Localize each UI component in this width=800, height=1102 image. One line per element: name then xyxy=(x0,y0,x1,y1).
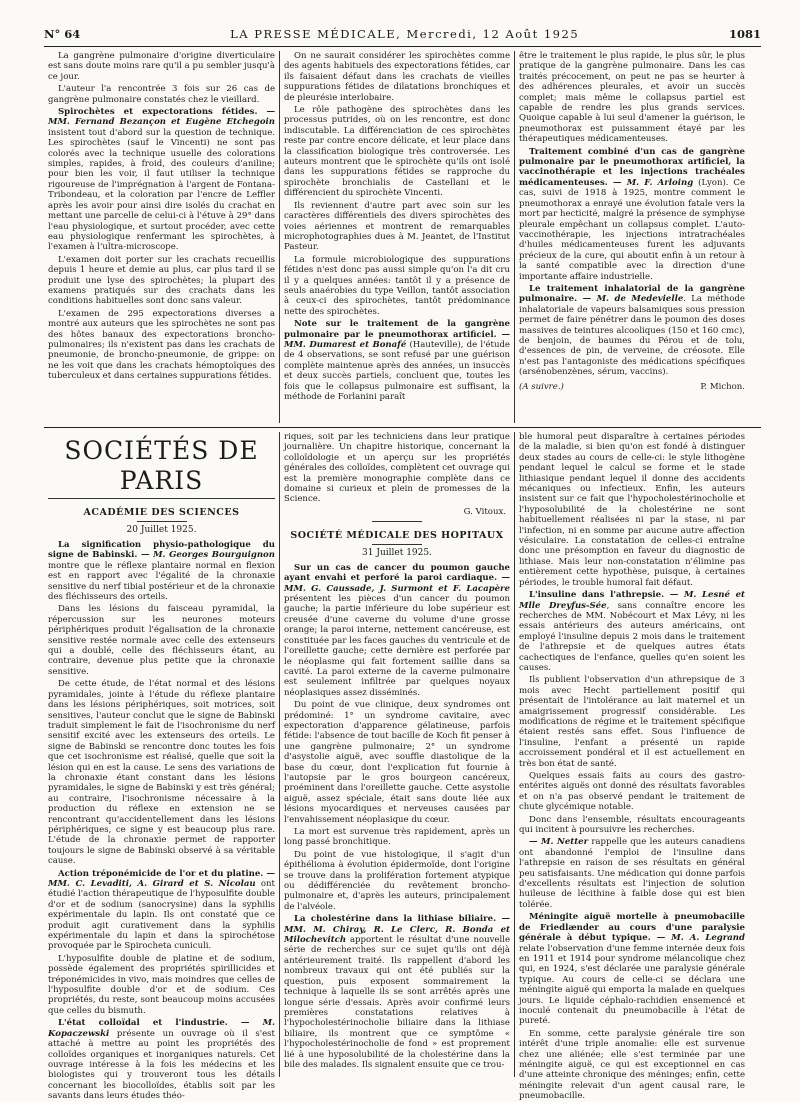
short-rule xyxy=(372,521,422,522)
running-head xyxy=(44,27,761,47)
paragraph xyxy=(519,432,745,588)
paragraph xyxy=(48,309,275,382)
paragraph-text: L'examen de 295 expectorations diverses a montré aux auteurs que les spirochètes ne sont pas des hôtes banaux des expectorations broncho-pulmonaires; ils n'existent pas dans les crachats de pneumonie, de broncho-pneumonie, de grippe: on ne les voit que dans les crachats hémoptoïques des tuberculeux et dans certaines suppurations fétides. xyxy=(48,308,275,382)
paragraph-text: rappelle que les auteurs canadiens ont abandonné l'emploi de l'insuline dans l'athrepsie en raison de ses résultats en général peu satisfaisants. Une médication qui donne parfois d'excellents résultats est l'injection de solution huileuse de lécithine à faible dose qui est bien tolérée. xyxy=(519,837,745,910)
paragraph xyxy=(48,255,275,307)
paragraph-text: ble humoral peut disparaître à certaines périodes de la maladie, si bien qu'on est fondé à distinguer deux stades au cours de celle-ci: le style lithogène pendant lequel le calcul se forme et le stade lithiasique pendant lequel il donne des accidents mécaniques ou infectieux. Enfin, les auteurs insistent sur ce fait que l'hypocholestérinocholie et l'hyposolubilité de la cholestérine ne sont habituellement réalisées ni par la stase, ni par l'infection, ni en somme par aucune autre affection vésiculaire. La constatation de celles-ci entraîne donc une présomption en faveur du diagnostic de lithiase. Mais leur non-constatation n'élimine pas entièrement cette hypothèse, puisque, à certaines périodes, le trouble humoral fait défaut. xyxy=(519,432,745,588)
paragraph-authors: M. de Medevielle xyxy=(596,294,684,305)
paragraph-title: La cholestérine dans la lithiase biliaire. — xyxy=(294,914,510,925)
paragraph xyxy=(284,319,510,402)
paragraph-text: Quelques essais faits au cours des gastro-entérites aiguës ont donné des résultats favorables et on n'a pas observé pendant le traitement de chute glycémique notable. xyxy=(519,771,745,813)
paragraph xyxy=(48,1018,275,1101)
paragraph-title: Sur un cas de cancer du poumon gauche ayant envahi et perforé la paroi cardiaque. — xyxy=(284,562,510,584)
paragraph-text: (Lyon). Ce cas, suivi de 1918 à 1925, montre comment le pneumothorax a enrayé une évolution fatale vers la mort par hecticité, malgré la présence de symphyse pleurale empêchant un collapsus complet. L'auto-vaccinothérapie, les injections intratrachéales d'huiles médicamenteuses furent les adjuvants précieux de la cure, qui aboutit enfin à un retour à la santé compatible avec la direction d'une importante affaire industrielle. xyxy=(519,177,746,282)
paragraph-title: L'état colloïdal et l'industrie. — xyxy=(58,1018,263,1029)
paragraph xyxy=(284,105,510,199)
paragraph xyxy=(284,827,510,848)
paragraph xyxy=(519,284,745,378)
paragraph xyxy=(48,679,275,866)
paragraph-authors: MM. M. Chiray, R. Le Clerc, R. Bonda et Milochevitch xyxy=(284,924,510,946)
paragraph xyxy=(48,869,275,952)
paragraph-authors: — M. Netter xyxy=(529,837,589,848)
issue-number: N° 64 xyxy=(44,27,81,41)
paragraph: riques, soit par les techniciens dans leur pratique journalière. Un chapitre historique, concernant la colloïdologie et un aperçu sur les propriétés générales des colloïdes, complètent cet ouvrage qui est la première monographie complète dans ce domaine si curieux et plein de promesses de la Science. xyxy=(284,432,510,505)
paragraph-authors: M. F. Arloing xyxy=(626,177,694,188)
top-articles xyxy=(44,51,761,423)
top-column-2 xyxy=(279,51,514,423)
paragraph-text: montre que le réflexe plantaire normal en flexion est en rapport avec l'égalité de la chronaxie sensitive du nerf tibial postérieur et de la chronaxie des fléchisseurs des orteils. xyxy=(48,560,275,603)
paragraph-text: insistent tout d'abord sur la question de technique. Les spirochètes (sauf le Vincenti) ne sont pas colorés avec la technique usuelle des colorations simples, rapides, à froid, des couleurs d'aniline; pour bien les voir, il faut utiliser la technique rigoureuse de l'imprégnation à l'argent de Fontana-Tribondeau, et la coloration par l'encre de Leffler après les avoir pour ainsi dire isolés du crachat en mettant une parcelle de celui-ci à l'étuve à 29° dans l'eau physiologique, et surtout procéder, avec cette eau physiologique renfermant les spirochètes, à l'examen à l'ultra-microscope. xyxy=(48,127,275,253)
paragraph-title: Note sur le traitement de la gangrène pulmonaire par le pneumothorax artificiel. — xyxy=(284,319,510,340)
paragraph xyxy=(48,954,275,1016)
paragraph xyxy=(519,1029,745,1102)
journal-page xyxy=(44,27,761,1102)
paragraph-authors: M. A. Legrand xyxy=(671,933,745,944)
top-column-3-body xyxy=(519,51,745,378)
top-column-1 xyxy=(44,51,279,423)
paragraph-text: La formule microbiologique des suppurations fétides n'est donc pas aussi simple qu'on l'a dit cru il y a quelques années: tantôt il y a présence de seuls anaérobies du type Veillon, tantôt association à ceux-ci des spirochètes, tantôt prédominance nette des spirochètes. xyxy=(284,254,510,317)
paragraph xyxy=(48,84,275,105)
author-signature: G. Vitoux. xyxy=(463,506,506,517)
paragraph-text: Ils reviennent d'autre part avec soin sur les caractères différentiels des divers spirochètes des voies aériennes et montrent de remarquables microphotographies dues à M. Jeantet, de l'Institut Pasteur. xyxy=(284,200,510,253)
to-be-continued: (A suivre.) xyxy=(519,381,564,392)
paragraph-authors: MM. C. Levaditi, A. Girard et S. Nicolau xyxy=(48,879,256,889)
paragraph-text: Dans les lésions du faisceau pyramidal, la répercussion sur les neurones moteurs périphériques produit l'égalisation de la chronaxie sensitive restée normale avec celle des extenseurs qui a doublé, celle des fléchisseurs étant, au contraire, devenue plus petite que la chronaxie sensitive. xyxy=(48,604,275,677)
society-heading: SOCIÉTÉ MÉDICALE DES HOPITAUX xyxy=(290,529,504,541)
section-title: SOCIÉTÉS DE PARIS xyxy=(48,436,275,499)
paragraph-text: La mort est survenue très rapidement, après un long passé bronchitique. xyxy=(284,827,510,848)
paragraph-text: . La méthode inhalatoriale de vapeurs balsamiques sous pression permet de faire pénétrer dans le poumon des doses massives de teintures alcooliques (150 et 160 cmc), de benjoin, de baumes du Pérou et de tolu, d'essences de pin, de verveine, de créosote. Elle n'est pas l'antagoniste des médications spécifiques (arsénobenzènes, sérum, vaccins). xyxy=(519,294,745,378)
bottom-articles xyxy=(44,427,761,1102)
paragraph-text: ont étudié l'action thérapeutique de l'hyposulfite double d'or et de sodium (sanocrysine) dans la syphilis expérimentale du lapin. Ils ont constaté que ce produit agit curativement dans la syphilis expérimentale du lapin et dans la spirochétose provoquée par le Spirocheta cuniculi. xyxy=(48,879,275,952)
paragraph-text: De cette étude, de l'état normal et des lésions pyramidales, jointe à l'étude du réflexe plantaire dans les lésions périphériques, soit motrices, soit sensitives, l'auteur conclut que le signe de Babinski traduit simplement le fait de l'isochronisme du nerf sensitif excité avec les extenseurs des orteils. Le signe de Babinski se rencontre donc toutes les fois que cet isochronisme est réalisé, quelle que soit la lésion qui en est la cause. Le sens des variations de la chronaxie étant constant dans les lésions pyramidales, le signe de Babinski y est très général; au contraire, l'isochronisme nécessaire à la production du réflexe en extension ne se rencontrant qu'accidentellement dans les lésions périphériques, ce signe y est beaucoup plus rare. L'étude de la chronaxie permet de rapporter toujours le signe de Babinski observé à sa véritable cause. xyxy=(48,679,275,867)
paragraph-text: Ils publient l'observation d'un athrepsique de 3 mois avec Hecht partiellement positif qui présentait de l'intolérance au lait maternel et un amaigrissement progressif considérable. Les modifications de régime et le traitement spécifique étaient restés sans effet. Sous l'influence de l'insuline, l'enfant a présenté un rapide accroissement pondéral et il est actuellement en très bon état de santé. xyxy=(519,675,745,769)
paragraph-authors: M. Georges Bourguignon xyxy=(153,550,275,561)
paragraph xyxy=(519,912,745,1026)
paragraph xyxy=(48,51,275,82)
paragraph-text: Le rôle pathogène des spirochètes dans les processus putrides, où on les rencontre, est donc indiscutable. La différenciation de ces spirochètes reste par contre encore délicate, et leur place dans la classification biologique très controversée. Les auteurs montrent que le spirochète qu'ils ont isolé dans les suppurations fétides se rapproche du spirochète bronchialis de Castellani et le différencient du spirochète Vincenti. xyxy=(284,105,510,199)
paragraph-text: (Hauteville), de l'étude de 4 observations, se sont refusé par une guérison complète maintenue après des années, un insuccès et deux succès partiels, concluent que, toutes les fois que le collapsus pulmonaire est suffisant, la méthode de Forlanini paraît xyxy=(284,339,510,402)
paragraph xyxy=(519,837,745,910)
paragraph-title: Spirochètes et expectorations fétides. — xyxy=(58,107,275,118)
paragraph xyxy=(284,201,510,253)
bottom-column-1 xyxy=(44,432,279,1102)
paragraph xyxy=(519,771,745,813)
paragraph-text: apportent le résultat d'une nouvelle série de recherches sur ce sujet qu'ils ont déjà antérieurement traité. Ils rappellent d'abord les nombreux travaux qui ont été publiés sur la question, puis exposent sommairement la technique à laquelle ils se sont arrêtés après une longue série d'essais. Après avoir confirmé leurs premières constatations relatives à l'hypocholestérinocholie biliaire dans la lithiase biliaire, ils montrent que ce symptôme « l'hypocholestérinocholie de fond » est proprement lié à une hyposolubilité de la cholestérine dans la bile des malades. Ils signalent ensuite que ce trou- xyxy=(284,935,510,1070)
short-rule xyxy=(372,544,422,545)
short-rule xyxy=(137,521,187,522)
paragraph-text: être le traitement le plus rapide, le plus sûr, le plus pratique de la gangrène pulmonaire. Dans les cas traités précocement, on peut ne pas se heurter à des adhérences pleurales, et avoir un succès complet; mais même le collapsus partiel est capable de rendre les plus grands services. Quoique capable à lui seul d'amener la guérison, le pneumothorax est puissamment étayé par les thérapeutiques médicamenteuses. xyxy=(519,51,745,145)
paragraph-text: L'examen doit porter sur les crachats recueillis depuis 1 heure et demie au plus, car plus tard il se produit une lyse des spirochètes; la plupart des examens pratiqués sur des crachats dans les conditions habituelles sont donc sans valeur. xyxy=(48,254,275,307)
paragraph-title: La signification physio-pathologique du signe de Babinski. — xyxy=(48,540,275,561)
paragraph-title: Le traitement inhalatorial de la gangrène pulmonaire. — xyxy=(519,283,745,305)
paragraph-title: Méningite aiguë mortelle à pneumobacille de Friedlænder au cours d'une paralysie générale à début typique. — xyxy=(519,912,745,944)
paragraph-text: relate l'observation d'une femme internée deux fois en 1911 et 1914 pour syndrome mélancolique chez qui, en 1924, s'est déclarée une paralysie générale typique. Au cours de celle-ci se déclara une méningite aiguë qui emporta la malade en quelques jours. Le liquide céphalo-rachidien ensemencé et inoculé contenait du pneumobacille à l'état de pureté. xyxy=(519,943,745,1027)
paragraph xyxy=(284,51,510,103)
paragraph-title: Action tréponémicide de l'or et du platine. — xyxy=(58,868,275,879)
bottom-column-2 xyxy=(279,432,514,1077)
journal-title-date: LA PRESSE MÉDICALE, Mercredi, 12 Août 1925 xyxy=(230,27,580,41)
paragraph xyxy=(519,675,745,769)
paragraph-text: On ne saurait considérer les spirochètes comme des agents habituels des expectorations fétides, car ils faisaient défaut dans les crachats de vieilles suppurations fétides de dilatations bronchiques et de pleurésie interlobaire. xyxy=(284,51,510,103)
author-signature: P. Michon. xyxy=(700,381,745,392)
paragraph-text: , sans connaître encore les recherches de MM. Nobécourt et Max Lévy, ni les essais antérieurs des auteurs américains, ont employé l'insuline depuis 2 mois dans le traitement de l'athrepsie et de quelques autres états cachectiques de l'enfance, quelles qu'en soient les causes. xyxy=(519,600,745,673)
paragraph-text: Donc dans l'ensemble, résultats encourageants qui incitent à poursuivre les recherches. xyxy=(519,814,745,836)
paragraph-title: L'insuline dans l'athrepsie. — xyxy=(529,590,684,601)
paragraph-text: L'hyposulfite double de platine et de sodium, possède également des propriétés spirillicides et tréponémicides in vivo, mais moindres que celles de l'hyposulfite double d'or et de sodium. Ces propriétés, du reste, sont beaucoup moins accusées que celles du bismuth. xyxy=(48,953,275,1016)
paragraph-text: présentent les pièces d'un cancer du poumon gauche; la partie inférieure du lobe supérieur est creusée d'une caverne du volume d'une grosse orange; la paroi interne, nettement cancéreuse, est constituée par les faces gauches du ventricule et de l'oreillette gauche; cette dernière est perforée par le néoplasme qui fait fortement saillie dans sa cavité. La paroi externe de la caverne pulmonaire est seulement infiltrée par quelques noyaux néoplasiques assez disséminés. xyxy=(284,594,510,698)
paragraph xyxy=(284,563,510,698)
page-number: 1081 xyxy=(728,27,761,41)
paragraph xyxy=(48,540,275,602)
paragraph xyxy=(519,590,745,673)
paragraph xyxy=(284,914,510,1070)
paragraph-authors: MM. G. Caussade, J. Surmont et F. Lacapère xyxy=(284,583,510,594)
top-column-3 xyxy=(514,51,749,423)
paragraph xyxy=(284,700,510,825)
paragraph-text: Du point de vue histologique, il s'agit d'un épithélioma à évolution épidermoïde, dont l'origine se trouve dans la prolifération fortement atypique ou dédifférenciée du revêtement broncho-pulmonaire et, d'après les auteurs, principalement de l'alvéole. xyxy=(284,849,510,912)
bottom-column-2-body xyxy=(284,563,510,1071)
paragraph-authors: M. Lesné et Mlle Dreyfus-Sée xyxy=(519,590,746,611)
paragraph-text: Du point de vue clinique, deux syndromes ont prédominé: 1° un syndrome cavitaire, avec expectoration d'apparence gélatineuse, parfois fétide: l'absence de tout bacille de Koch fit penser à une gangrène pulmonaire; 2° un syndrome d'asystolie aiguë, avec souffle diastolique de la base du cœur, dont l'explication fut fournie à l'autopsie par le gros bourgeon cancéreux, proéminent dans l'oreillette gauche. Cette asystolie aiguë, assez spéciale, était sans doute liée aux lésions myocardiques et nerveuses causées par l'envahissement néoplasique du cœur. xyxy=(284,700,510,825)
bottom-column-1-body xyxy=(48,540,275,1102)
session-date: 20 Juillet 1925. xyxy=(126,525,197,535)
paragraph xyxy=(284,255,510,317)
session-date: 31 Juillet 1925. xyxy=(362,547,432,558)
paragraph xyxy=(519,51,745,145)
paragraph xyxy=(284,850,510,912)
paragraph-authors: M. Kopaczewski xyxy=(48,1018,275,1039)
paragraph-text: présente un ouvrage où il s'est attaché à mettre au point les propriétés des colloïdes organiques et inorganiques naturels. Cet ouvrage intéresse à la fois les médecins et les biologistes qui y trouveront tous les détails concernant les biocolloïdes, établis soit par les savants dans leurs études théo- xyxy=(48,1028,275,1102)
paragraph xyxy=(48,604,275,677)
paragraph-text: La gangrène pulmonaire d'origine diverticulaire est sans doute moins rare qu'il a pu sembler jusqu'à ce jour. xyxy=(48,51,275,82)
paragraph xyxy=(519,815,745,836)
paragraph-text: En somme, cette paralysie générale tire son intérêt d'une triple anomalie: elle est survenue chez une aliénée; elle s'est terminée par une méningite aiguë, ce qui est exceptionnel en cas d'une atteinte chronique des méninges; enfin, cette méningite relevait d'un agent causal rare, le pneumobacille. xyxy=(519,1028,745,1102)
top-signature-row xyxy=(519,382,745,392)
bottom-column-3 xyxy=(514,432,749,1102)
paragraph xyxy=(48,107,275,253)
paragraph-authors: MM. Dumarest et Bonafé xyxy=(284,339,407,350)
paragraph-title: Traitement combiné d'un cas de gangrène pulmonaire par le pneumothorax artificiel, la vaccinothérapie et les injections trachéales médicamenteuses. — xyxy=(519,146,745,188)
academy-heading: ACADÉMIE DES SCIENCES xyxy=(83,507,240,518)
paragraph-authors: MM. Fernand Bezançon et Eugène Etchegoin xyxy=(48,117,275,128)
paragraph-text: L'auteur l'a rencontrée 3 fois sur 26 cas de gangrène pulmonaire constatés chez le vieillard. xyxy=(48,84,275,105)
paragraph xyxy=(519,147,745,282)
